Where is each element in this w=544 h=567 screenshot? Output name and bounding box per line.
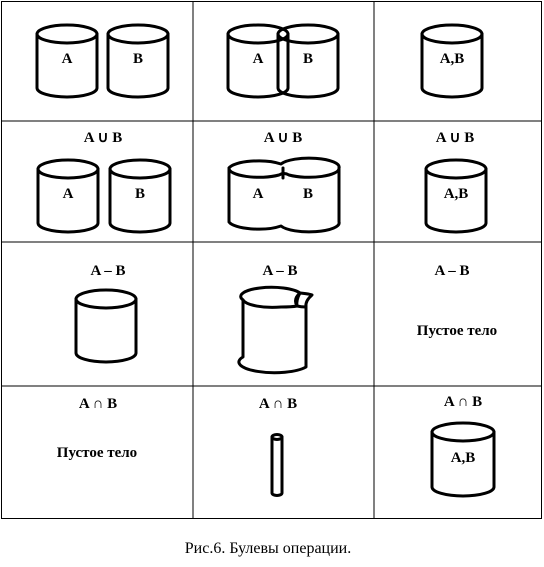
cut-cylinder [239, 287, 312, 372]
operation-title: A ∩ B [78, 396, 118, 412]
figure-caption: Рис.6. Булевы операции. [184, 540, 352, 557]
operation-title: A – B [434, 263, 470, 279]
cell-r4c2 [259, 396, 297, 496]
cell-r1c2 [228, 25, 338, 97]
label-ab: A,B [450, 450, 476, 466]
label-b: B [132, 51, 144, 67]
label-a: A [252, 51, 264, 67]
cell-r2c1 [38, 130, 170, 232]
cell-r3c2 [239, 263, 312, 373]
operation-title: A ∩ B [258, 396, 298, 412]
cell-r1c1 [37, 25, 168, 97]
cell-r2c3 [426, 130, 486, 232]
cell-r4c3 [432, 394, 494, 496]
label-a: A [62, 186, 74, 202]
cylinder-a [76, 290, 136, 362]
operation-title: A ∪ B [263, 130, 303, 146]
label-b: B [302, 186, 314, 202]
merged-solid [229, 158, 339, 232]
cell-r2c2 [229, 130, 339, 232]
label-ab: A,B [439, 51, 465, 67]
empty-solid-text: Пустое тело [416, 323, 498, 339]
label-b: B [302, 51, 314, 67]
label-a: A [61, 51, 73, 67]
thin-cylinder [272, 435, 282, 496]
cell-r3c1 [76, 263, 136, 362]
operation-title: A ∪ B [435, 130, 475, 146]
label-ab: A,B [443, 186, 469, 202]
label-a: A [252, 186, 264, 202]
label-b: B [134, 186, 146, 202]
operation-title: A – B [90, 263, 126, 279]
empty-solid-text: Пустое тело [56, 445, 138, 461]
cell-r3c3 [417, 263, 497, 339]
operation-title: A ∩ B [443, 394, 483, 410]
cell-r1c3 [422, 25, 482, 97]
cell-r4c1 [57, 396, 137, 461]
operation-title: A ∪ B [83, 130, 123, 146]
operation-title: A – B [262, 263, 298, 279]
